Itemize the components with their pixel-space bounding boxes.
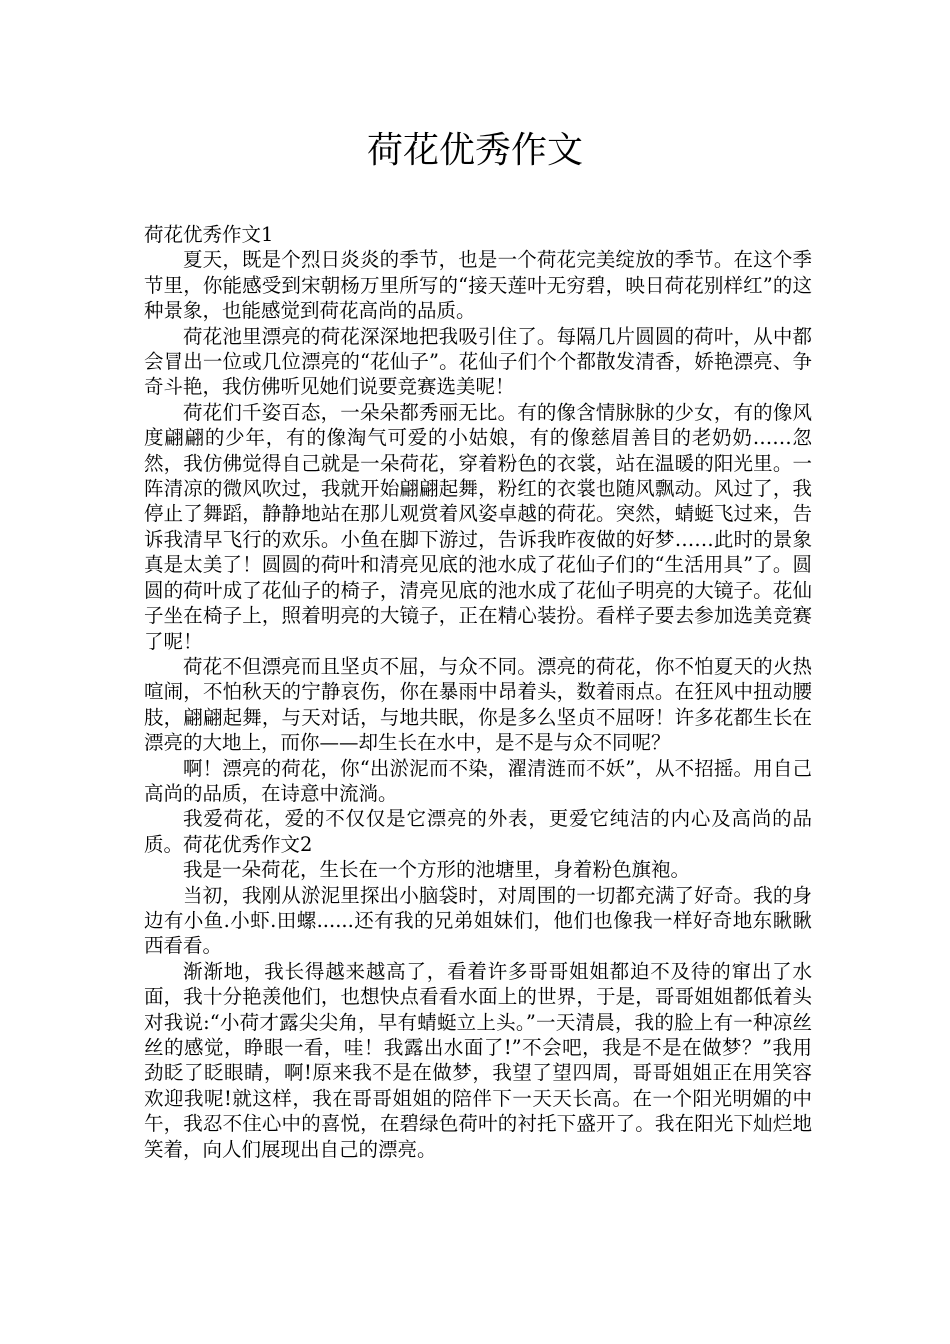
paragraph: 啊！漂亮的荷花，你“出淤泥而不染，濯清涟而不妖”，从不招摇。用自己高尚的品质，在诗意中流淌。 [144, 756, 812, 805]
paragraph: 我是一朵荷花，生长在一个方形的池塘里，身着粉色旗袍。 [183, 858, 691, 882]
paragraph: 荷花池里漂亮的荷花深深地把我吸引住了。每隔几片圆圆的荷叶，从中都会冒出一位或几位漂亮的“花仙子”。花仙子们个个都散发清香，娇艳漂亮、争奇斗艳，我仿佛听见她们说要竞赛选美呢！ [144, 324, 812, 399]
paragraph: 我爱荷花，爱的不仅仅是它漂亮的外表，更爱它纯洁的内心及高尚的品质。荷花优秀作文2 [144, 807, 812, 856]
paragraph: 荷花们千姿百态，一朵朵都秀丽无比。有的像含情脉脉的少女，有的像风度翩翩的少年，有的像淘气可爱的小姑娘，有的像慈眉善目的老奶奶……忽然，我仿佛觉得自己就是一朵荷花，穿着粉色的衣裳，站在温暖的阳光里。一阵清凉的微风吹过，我就开始翩翩起舞，粉红的衣裳也随风飘动。风过了，我停止了舞蹈，静静地站在那儿观赏着风姿卓越的荷花。突然，蜻蜓飞过来，告诉我清早飞行的欢乐。小鱼在脚下游过，告诉我昨夜做的好梦……此时的景象真是太美了！圆圆的荷叶和清亮见底的池水成了花仙子们的“生活用具”了。圆圆的荷叶成了花仙子的椅子，清亮见底的池水成了花仙子明亮的大镜子。花仙子坐在椅子上，照着明亮的大镜子，正在精心装扮。看样子要去参加选美竞赛了呢！ [144, 400, 812, 653]
paragraph: 夏天，既是个烈日炎炎的季节，也是一个荷花完美绽放的季节。在这个季节里，你能感受到宋朝杨万里所写的“接天莲叶无穷碧，映日荷花别样红”的这种景象，也能感觉到荷花高尚的品质。 [144, 248, 812, 323]
document-body [144, 222, 812, 1162]
document-title: 荷花优秀作文 [366, 130, 583, 171]
paragraph: 渐渐地，我长得越来越高了，看着许多哥哥姐姐都迫不及待的窜出了水面，我十分艳羡他们，也想快点看看水面上的世界，于是，哥哥姐姐都低着头对我说:“小荷才露尖尖角，早有蜻蜓立上头。”一天清晨，我的脸上有一种凉丝丝的感觉，睁眼一看，哇！我露出水面了!”不会吧，我是不是在做梦？”我用劲眨了眨眼睛，啊!原来我不是在做梦，我望了望四周，哥哥姐姐正在用笑容欢迎我呢!就这样，我在哥哥姐姐的陪伴下一天天长高。在一个阳光明媚的中午，我忍不住心中的喜悦，在碧绿色荷叶的衬托下盛开了。我在阳光下灿烂地笑着，向人们展现出自己的漂亮。 [144, 959, 812, 1161]
paragraph: 当初，我刚从淤泥里探出小脑袋时，对周围的一切都充满了好奇。我的身边有小鱼.小虾.田螺......还有我的兄弟姐妹们，他们也像我一样好奇地东瞅瞅西看看。 [144, 883, 812, 958]
paragraph: 荷花不但漂亮而且坚贞不屈，与众不同。漂亮的荷花，你不怕夏天的火热喧闹，不怕秋天的宁静哀伤，你在暴雨中昂着头，数着雨点。在狂风中扭动腰肢，翩翩起舞，与天对话，与地共眠，你是多么坚贞不屈呀！许多花都生长在漂亮的大地上，而你——却生长在水中，是不是与众不同呢？ [144, 654, 812, 755]
section-heading-1: 荷花优秀作文1 [144, 223, 274, 246]
